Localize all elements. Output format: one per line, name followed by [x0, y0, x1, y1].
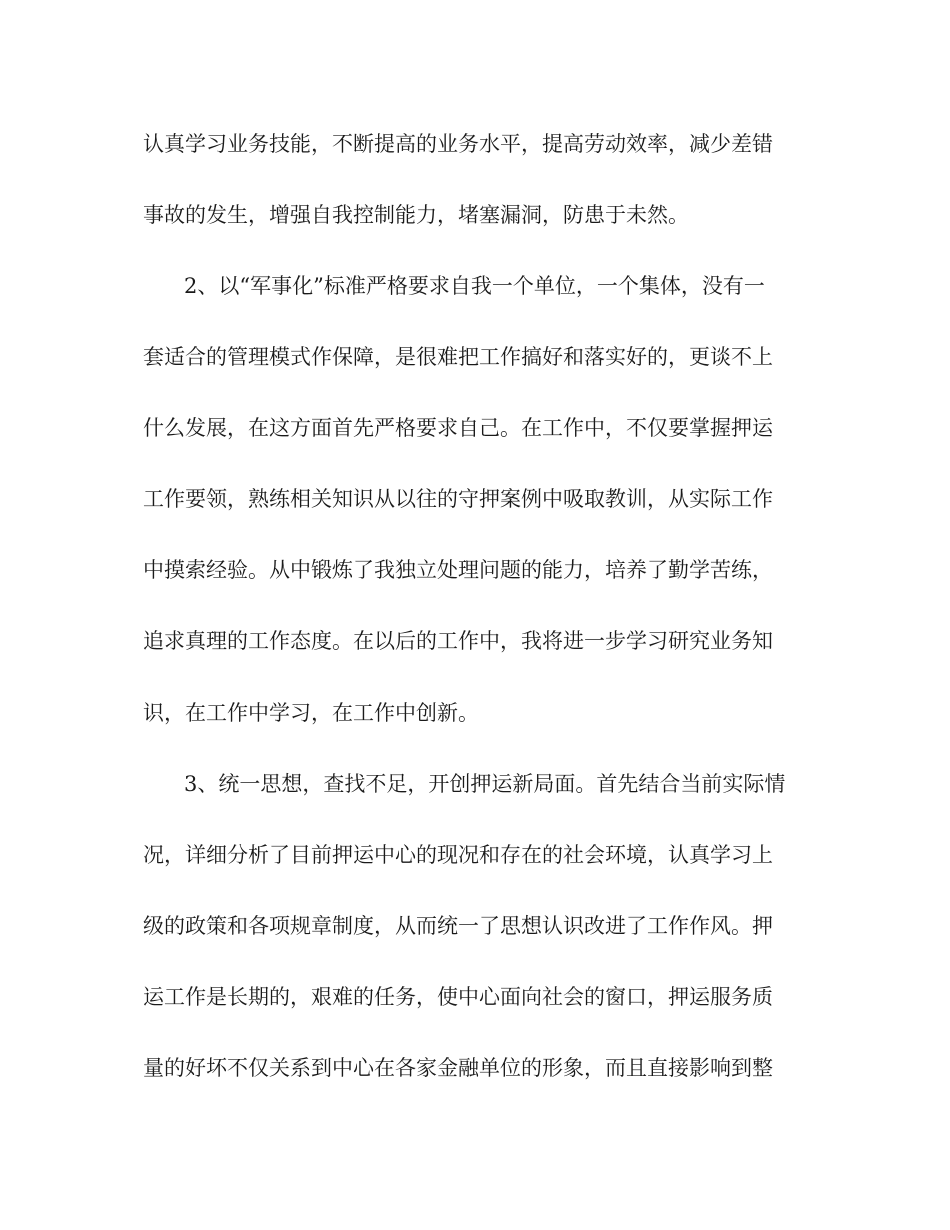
text-line-14: 量的好坏不仅关系到中心在各家金融单位的形象，而且直接影响到整	[143, 1056, 773, 1080]
text-line-4: 套适合的管理模式作保障，是很难把工作搞好和落实好的，更谈不上	[143, 345, 773, 369]
text-line-12: 级的政策和各项规章制度，从而统一了思想认识改进了工作作风。押	[143, 914, 773, 938]
text-line-8: 追求真理的工作态度。在以后的工作中，我将进一步学习研究业务知	[143, 629, 773, 653]
text-line-6: 工作要领，熟练相关知识从以往的守押案例中吸取教训，从实际工作	[143, 487, 773, 511]
text-line-11: 况，详细分析了目前押运中心的现况和存在的社会环境，认真学习上	[143, 843, 773, 867]
text-line-13: 运工作是长期的，艰难的任务，使中心面向社会的窗口，押运服务质	[143, 985, 773, 1009]
text-line-5: 什么发展，在这方面首先严格要求自己。在工作中，不仅要掌握押运	[143, 416, 773, 440]
text-line-2: 事故的发生，增强自我控制能力，堵塞漏洞，防患于未然。	[143, 203, 689, 227]
text-line-7: 中摸索经验。从中锻炼了我独立处理问题的能力，培养了勤学苦练，	[143, 558, 773, 582]
text-line-9: 识，在工作中学习，在工作中创新。	[143, 701, 479, 725]
text-line-3: 2、以“军事化”标准严格要求自我一个单位，一个集体，没有一	[184, 274, 765, 298]
text-line-1: 认真学习业务技能，不断提高的业务水平，提高劳动效率，减少差错	[143, 132, 773, 156]
text-line-10: 3、统一思想，查找不足，开创押运新局面。首先结合当前实际情	[184, 772, 786, 796]
